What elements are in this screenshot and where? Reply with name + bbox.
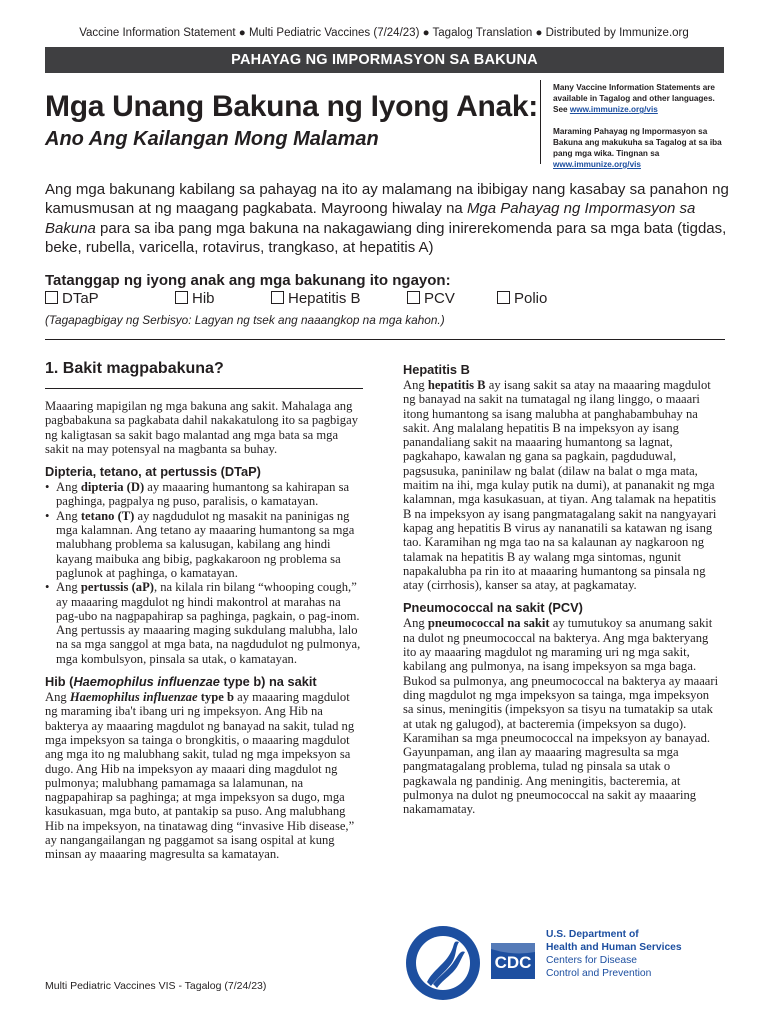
hhs-cdc-attribution: U.S. Department of Health and Human Services Centers for Disease Control and Prevention [546, 929, 682, 979]
checkbox-polio[interactable]: Polio [497, 290, 547, 307]
left-column [45, 360, 363, 862]
hepatitis-b-heading: Hepatitis B [403, 362, 470, 377]
intro-paragraph: Ang mga bakunang kabilang sa pahayag na ito ay malamang na ibibigay nang kasabay sa panahon ng kamusmusan at ng maagang pagkabata. Mayroong hiwalay na Mga Pahayag ng Impormasyon sa Bakuna para sa iba pang mga bakuna na nakagawiang ding inirerekomenda para sa mga bata (tigdas, beke, rubella, varicella, rotavirus, trangkaso, at hepatitis A) [45, 181, 729, 256]
vaccines-today-heading: Tatanggap ng iyong anak ang mga bakunang ito ngayon: [45, 272, 451, 289]
heading-rule [45, 388, 363, 389]
cdc-logo-icon [491, 943, 535, 979]
hhs-cdc-logos [403, 912, 539, 1012]
checkbox-pcv[interactable]: PCV [407, 290, 455, 307]
vaccine-checklist [45, 290, 665, 310]
bullet-tetanus: • Ang tetano (T) ay nagdudulot ng masakit na paninigas ng mga kalamnan. Ang tetano ay maaaring humantong sa mga malubhang problema sa kalusugan, kabilang ang hindi kayang maibuka ang bibig, pagkakaroon ng problema sa paglunok at paghinga, o kamatayan. [45, 508, 355, 580]
hepatitis-b-paragraph: Ang hepatitis B ay isang sakit sa atay na maaaring magdulot ng banayad na sakit na tumatagal ng ilang linggo, o maaari itong humantong sa isang malubha at panghabambuhay na sakit. Ang malalang hepatitis B na impeksyon ay isang panandaliang sakit na maaaring humantong sa lagnat, pagkahapo, kawalan ng gana sa pagkain, pagduduwal, pagsusuka, paninilaw ng balat (dilaw na balat o mga mata, maitim na ihi, mga kulay putik na dumi), at pananakit ng mga kalamnan, mga kasukasuan, at tiyan. Ang talamak na hepatitis B na impeksyon ay isang pangmatagalang sakit na nangyayari kapag ang hepatitis B virus ay nananatili sa katawan ng isang tao. Karamihan ng mga tao na sa kalaunan ay nagkaroon ng talamak na hepatitis B ay walang mga sintomas, ngunit napakalubha pa rin ito at maaaring humantong sa pinsala ng atay (cirrhosis), kanser sa atay, at pagkamatay. [403, 378, 717, 593]
dtap-heading: Dipteria, tetano, at pertussis (DTaP) [45, 464, 261, 480]
section-heading: 1. Bakit magpabakuna? [45, 360, 224, 377]
page-subtitle: Ano Ang Kailangan Mong Malaman [45, 128, 379, 150]
bullet-pertussis: • Ang pertussis (aP), na kilala rin bilang “whooping cough,” ay maaaring magdulot ng hindi makontrol at marahas na pag-ubo na nagpapahirap sa paghinga, pagkain, o pag-inom. Ang pertussis ay maaaring maging sukdulang malubha, lalo na sa mga sanggol at mga bata, na nagdudulot ng pulmonya, mga kombulsyon, pinsala sa utak, o kamatayan. [45, 580, 361, 666]
right-column [403, 362, 721, 817]
checkbox-hib[interactable]: Hib [175, 290, 215, 307]
bullet-icon: • [45, 580, 50, 595]
checkbox-dtap[interactable]: DTaP [45, 290, 99, 307]
bullet-icon: • [45, 480, 50, 495]
hib-heading: Hib (Haemophilus influenzae type b) na sakit [45, 674, 317, 690]
checkbox-square-icon [407, 291, 420, 304]
bullet-diphtheria: • Ang dipteria (D) ay maaaring humantong sa kahirapan sa paghinga, pagpalya ng puso, paralisis, o kamatayan. [45, 480, 350, 509]
hib-paragraph: Ang Haemophilus influenzae type b ay maaaring magdulot ng maraming iba't ibang uri ng impeksyon. Ang Hib na bakterya ay maaaring magdulot ng banayad na sakit, tulad ng mga impeksyon sa tainga o brongkitis, o maaaring magdulot ang mga ito ng malubhang sakit, tulad ng mga impeksyon sa dugo. Ang Hib na impeksyon ay maaari ding magdulot ng pulmonya; malubhang pamamaga sa lalamunan, na nagpapahirap sa paghinga; at mga impeksyon sa dugo, mga kasukasuan, mga buto, at pantakip sa puso. Ang malubhang Hib na impeksyon, na tinatawag ding “invasive Hib disease,” ay nangangailangan ng paggamot sa isang ospital at kung minsan ay maaaring magresulta sa kamatayan. [45, 690, 355, 862]
section-intro: Maaaring mapigilan ng mga bakuna ang sakit. Mahalaga ang pagbabakuna sa pagkabata dahil nakakatulong ito sa pagbigay ng kaligtasan sa sakit bago malantad ang mga bata sa mga sakit na may potensyal na magbanta sa buhay. [45, 399, 358, 456]
checkbox-square-icon [45, 291, 58, 304]
vis-link-tagalog[interactable]: www.immunize.org/vis [553, 160, 641, 169]
sidebar-note-tagalog: Maraming Pahayag ng Impormasyon sa Bakuna ang makukuha sa Tagalog at sa iba pang mga wika. Tingnan sa www.immunize.org/vis [553, 127, 722, 169]
provider-note: (Tagapagbigay ng Serbisyo: Lagyan ng tsek ang naaangkop na mga kahon.) [45, 313, 445, 327]
checkbox-square-icon [497, 291, 510, 304]
checkbox-square-icon [175, 291, 188, 304]
checkbox-square-icon [271, 291, 284, 304]
bullet-icon: • [45, 508, 50, 523]
sidebar-note-english: Many Vaccine Information Statements are available in Tagalog and other languages. See www.immunize.org/vis [553, 83, 715, 114]
sidebar-divider [540, 80, 541, 164]
page-title: Mga Unang Bakuna ng Iyong Anak: [45, 90, 538, 123]
footer-label: Multi Pediatric Vaccines VIS - Tagalog (7/24/23) [45, 980, 267, 992]
pcv-heading: Pneumococcal na sakit (PCV) [403, 600, 583, 616]
pcv-paragraph: Ang pneumococcal na sakit ay tumutukoy sa anumang sakit na dulot ng pneumococcal na bakterya. Ang mga bakteryang ito ay maaaring magdulot ng maraming uri ng mga sakit, kabilang ang pulmonya, na isang impeksyon sa mga baga. Bukod sa pulmonya, ang pneumococcal na bakterya ay maaari ding magdulot ng mga impeksyon sa tainga, mga impeksyon sa sinus, meningitis (impeksyon sa tisyu na tumatakip sa utak at utak ng galugod), at bacteremia (impeksyon sa dugo). Karamihan sa mga pneumococcal na impeksyon ay banayad. Gayunpaman, ang ilan ay maaaring magresulta sa mga pangmatagalang problema, tulad ng pinsala sa utak o pagkawala ng pandinig. Ang meningitis, bacteremia, at pulmonya na dulot ng pneumococcal na sakit ay maaaring nakamamatay. [403, 616, 719, 817]
top-info-line: Vaccine Information Statement ● Multi Pediatric Vaccines (7/24/23) ● Tagalog Translation ● Distributed by Immunize.org [79, 27, 689, 39]
hhs-seal-icon [406, 926, 480, 1000]
section-divider [45, 339, 725, 340]
vis-link-english[interactable]: www.immunize.org/vis [569, 105, 658, 114]
svg-text:CDC: CDC [494, 953, 532, 972]
document-banner: PAHAYAG NG IMPORMASYON SA BAKUNA [45, 47, 724, 73]
checkbox-hepatitis-b[interactable]: Hepatitis B [271, 290, 361, 307]
